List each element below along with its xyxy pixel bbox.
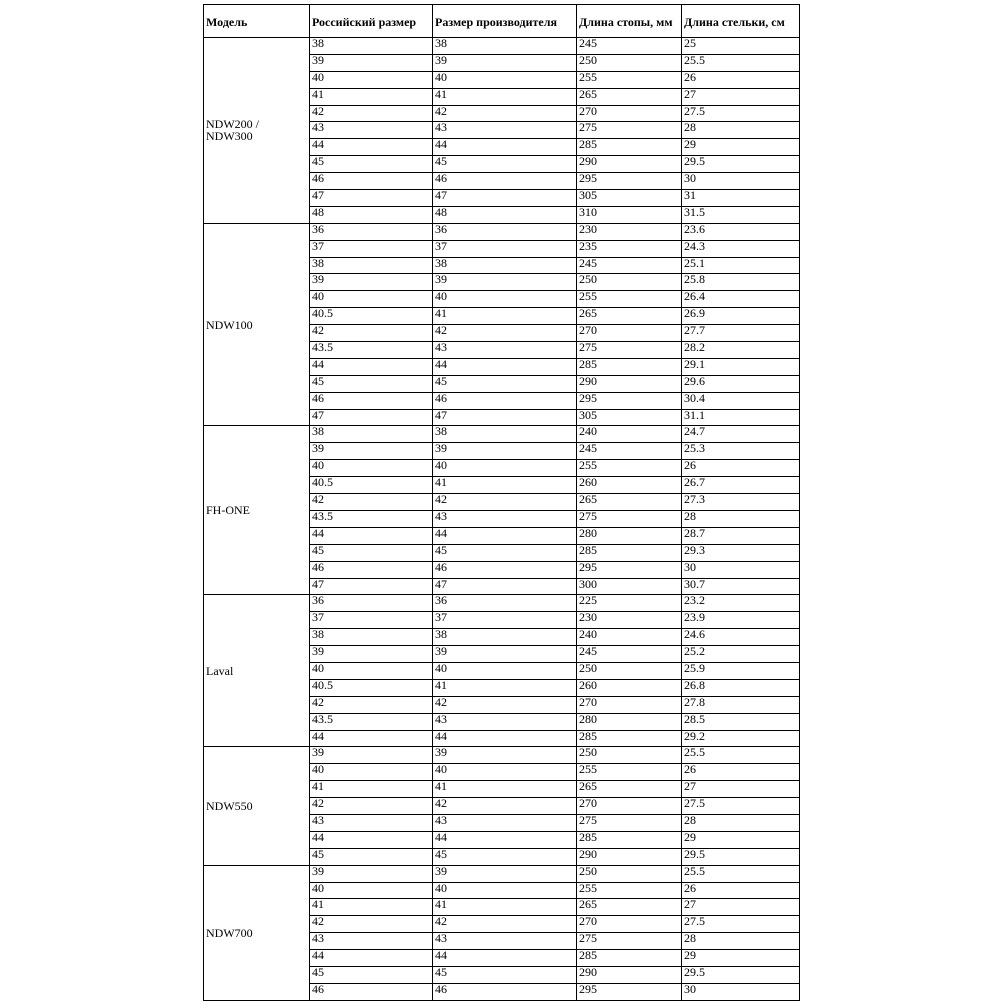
foot-length-cell: 275 (577, 933, 682, 950)
manufacturer-size-cell: 39 (433, 274, 577, 291)
insole-length-cell: 23.2 (682, 595, 800, 612)
foot-length-cell: 280 (577, 713, 682, 730)
foot-length-cell: 295 (577, 392, 682, 409)
insole-length-cell: 26.9 (682, 308, 800, 325)
foot-length-cell: 285 (577, 544, 682, 561)
table-row (204, 223, 800, 240)
russian-size-cell: 39 (310, 274, 433, 291)
insole-length-cell: 26.4 (682, 291, 800, 308)
insole-length-cell: 29.5 (682, 966, 800, 983)
manufacturer-size-cell: 42 (433, 798, 577, 815)
manufacturer-size-cell: 41 (433, 477, 577, 494)
manufacturer-size-cell: 42 (433, 105, 577, 122)
manufacturer-size-cell: 44 (433, 950, 577, 967)
russian-size-cell: 39 (310, 747, 433, 764)
foot-length-cell: 250 (577, 747, 682, 764)
table-body (204, 38, 800, 1001)
model-cell: NDW100 (204, 223, 310, 426)
insole-length-cell: 28.7 (682, 527, 800, 544)
manufacturer-size-cell: 41 (433, 679, 577, 696)
foot-length-cell: 270 (577, 325, 682, 342)
foot-length-cell: 240 (577, 426, 682, 443)
foot-length-cell: 250 (577, 865, 682, 882)
foot-length-cell: 255 (577, 764, 682, 781)
insole-length-cell: 27.5 (682, 105, 800, 122)
foot-length-cell: 250 (577, 274, 682, 291)
manufacturer-size-cell: 43 (433, 122, 577, 139)
foot-length-cell: 295 (577, 173, 682, 190)
foot-length-cell: 260 (577, 679, 682, 696)
russian-size-cell: 44 (310, 527, 433, 544)
foot-length-cell: 285 (577, 950, 682, 967)
russian-size-cell: 43 (310, 122, 433, 139)
manufacturer-size-cell: 39 (433, 54, 577, 71)
russian-size-cell: 46 (310, 561, 433, 578)
manufacturer-size-cell: 41 (433, 88, 577, 105)
russian-size-cell: 47 (310, 190, 433, 207)
manufacturer-size-cell: 38 (433, 629, 577, 646)
insole-length-cell: 27 (682, 88, 800, 105)
insole-length-cell: 29.5 (682, 156, 800, 173)
table-row (204, 38, 800, 55)
foot-length-cell: 245 (577, 257, 682, 274)
manufacturer-size-cell: 45 (433, 156, 577, 173)
manufacturer-size-cell: 38 (433, 426, 577, 443)
foot-length-cell: 285 (577, 358, 682, 375)
foot-length-cell: 265 (577, 88, 682, 105)
russian-size-cell: 41 (310, 781, 433, 798)
russian-size-cell: 38 (310, 38, 433, 55)
russian-size-cell: 42 (310, 916, 433, 933)
insole-length-cell: 24.3 (682, 240, 800, 257)
insole-length-cell: 28 (682, 933, 800, 950)
russian-size-cell: 43.5 (310, 342, 433, 359)
manufacturer-size-cell: 39 (433, 646, 577, 663)
foot-length-cell: 270 (577, 105, 682, 122)
insole-length-cell: 27.7 (682, 325, 800, 342)
header-insole-length: Длина стельки, см (682, 5, 800, 38)
insole-length-cell: 26 (682, 882, 800, 899)
header-foot-length: Длина стопы, мм (577, 5, 682, 38)
model-cell: NDW550 (204, 747, 310, 865)
manufacturer-size-cell: 42 (433, 696, 577, 713)
insole-length-cell: 24.6 (682, 629, 800, 646)
table-row (204, 595, 800, 612)
insole-length-cell: 31.1 (682, 409, 800, 426)
foot-length-cell: 235 (577, 240, 682, 257)
manufacturer-size-cell: 37 (433, 612, 577, 629)
russian-size-cell: 39 (310, 865, 433, 882)
insole-length-cell: 23.6 (682, 223, 800, 240)
foot-length-cell: 240 (577, 629, 682, 646)
russian-size-cell: 40 (310, 291, 433, 308)
manufacturer-size-cell: 44 (433, 358, 577, 375)
foot-length-cell: 265 (577, 308, 682, 325)
russian-size-cell: 40 (310, 882, 433, 899)
russian-size-cell: 36 (310, 595, 433, 612)
russian-size-cell: 42 (310, 325, 433, 342)
insole-length-cell: 25.9 (682, 662, 800, 679)
insole-length-cell: 26 (682, 764, 800, 781)
foot-length-cell: 265 (577, 781, 682, 798)
manufacturer-size-cell: 37 (433, 240, 577, 257)
manufacturer-size-cell: 45 (433, 848, 577, 865)
russian-size-cell: 41 (310, 88, 433, 105)
russian-size-cell: 40.5 (310, 679, 433, 696)
model-cell: Laval (204, 595, 310, 747)
manufacturer-size-cell: 48 (433, 206, 577, 223)
foot-length-cell: 230 (577, 223, 682, 240)
foot-length-cell: 285 (577, 139, 682, 156)
manufacturer-size-cell: 46 (433, 983, 577, 1000)
foot-length-cell: 295 (577, 561, 682, 578)
model-cell: FH-ONE (204, 426, 310, 595)
foot-length-cell: 225 (577, 595, 682, 612)
russian-size-cell: 40.5 (310, 477, 433, 494)
foot-length-cell: 305 (577, 190, 682, 207)
foot-length-cell: 290 (577, 966, 682, 983)
foot-length-cell: 245 (577, 646, 682, 663)
manufacturer-size-cell: 40 (433, 882, 577, 899)
insole-length-cell: 23.9 (682, 612, 800, 629)
russian-size-cell: 47 (310, 409, 433, 426)
insole-length-cell: 29.6 (682, 375, 800, 392)
foot-length-cell: 265 (577, 494, 682, 511)
manufacturer-size-cell: 41 (433, 781, 577, 798)
manufacturer-size-cell: 45 (433, 544, 577, 561)
insole-length-cell: 27 (682, 899, 800, 916)
insole-length-cell: 25.8 (682, 274, 800, 291)
foot-length-cell: 290 (577, 156, 682, 173)
russian-size-cell: 48 (310, 206, 433, 223)
manufacturer-size-cell: 38 (433, 257, 577, 274)
foot-length-cell: 285 (577, 730, 682, 747)
insole-length-cell: 29 (682, 139, 800, 156)
header-manufacturer-size: Размер производителя (433, 5, 577, 38)
foot-length-cell: 255 (577, 882, 682, 899)
russian-size-cell: 45 (310, 375, 433, 392)
header-row (204, 5, 800, 38)
insole-length-cell: 25.5 (682, 865, 800, 882)
insole-length-cell: 26 (682, 71, 800, 88)
russian-size-cell: 38 (310, 257, 433, 274)
manufacturer-size-cell: 36 (433, 595, 577, 612)
header-russian-size: Российский размер (310, 5, 433, 38)
insole-length-cell: 27.5 (682, 798, 800, 815)
insole-length-cell: 27.3 (682, 494, 800, 511)
insole-length-cell: 25.3 (682, 443, 800, 460)
russian-size-cell: 46 (310, 392, 433, 409)
insole-length-cell: 26.7 (682, 477, 800, 494)
table-row (204, 747, 800, 764)
russian-size-cell: 43.5 (310, 713, 433, 730)
insole-length-cell: 29.3 (682, 544, 800, 561)
manufacturer-size-cell: 45 (433, 375, 577, 392)
foot-length-cell: 270 (577, 798, 682, 815)
manufacturer-size-cell: 45 (433, 966, 577, 983)
insole-length-cell: 25 (682, 38, 800, 55)
manufacturer-size-cell: 40 (433, 662, 577, 679)
manufacturer-size-cell: 41 (433, 899, 577, 916)
manufacturer-size-cell: 40 (433, 460, 577, 477)
insole-length-cell: 29.1 (682, 358, 800, 375)
foot-length-cell: 285 (577, 831, 682, 848)
manufacturer-size-cell: 43 (433, 510, 577, 527)
russian-size-cell: 40 (310, 662, 433, 679)
foot-length-cell: 300 (577, 578, 682, 595)
manufacturer-size-cell: 46 (433, 561, 577, 578)
foot-length-cell: 295 (577, 983, 682, 1000)
insole-length-cell: 27.8 (682, 696, 800, 713)
foot-length-cell: 255 (577, 460, 682, 477)
insole-length-cell: 29.5 (682, 848, 800, 865)
foot-length-cell: 260 (577, 477, 682, 494)
manufacturer-size-cell: 40 (433, 291, 577, 308)
foot-length-cell: 275 (577, 122, 682, 139)
insole-length-cell: 28 (682, 814, 800, 831)
russian-size-cell: 44 (310, 831, 433, 848)
russian-size-cell: 40 (310, 71, 433, 88)
insole-length-cell: 28 (682, 510, 800, 527)
russian-size-cell: 40 (310, 460, 433, 477)
insole-length-cell: 29.2 (682, 730, 800, 747)
insole-length-cell: 30.4 (682, 392, 800, 409)
foot-length-cell: 275 (577, 510, 682, 527)
foot-length-cell: 245 (577, 38, 682, 55)
russian-size-cell: 43.5 (310, 510, 433, 527)
russian-size-cell: 43 (310, 933, 433, 950)
russian-size-cell: 42 (310, 696, 433, 713)
manufacturer-size-cell: 41 (433, 308, 577, 325)
foot-length-cell: 250 (577, 54, 682, 71)
russian-size-cell: 45 (310, 848, 433, 865)
foot-length-cell: 290 (577, 375, 682, 392)
insole-length-cell: 25.5 (682, 54, 800, 71)
insole-length-cell: 28.2 (682, 342, 800, 359)
russian-size-cell: 40.5 (310, 308, 433, 325)
header-model: Модель (204, 5, 310, 38)
foot-length-cell: 275 (577, 814, 682, 831)
insole-length-cell: 30 (682, 983, 800, 1000)
manufacturer-size-cell: 47 (433, 578, 577, 595)
manufacturer-size-cell: 44 (433, 139, 577, 156)
table-row (204, 865, 800, 882)
manufacturer-size-cell: 42 (433, 325, 577, 342)
foot-length-cell: 250 (577, 662, 682, 679)
russian-size-cell: 44 (310, 950, 433, 967)
insole-length-cell: 31.5 (682, 206, 800, 223)
russian-size-cell: 46 (310, 983, 433, 1000)
russian-size-cell: 43 (310, 814, 433, 831)
manufacturer-size-cell: 42 (433, 916, 577, 933)
manufacturer-size-cell: 38 (433, 38, 577, 55)
foot-length-cell: 305 (577, 409, 682, 426)
foot-length-cell: 265 (577, 899, 682, 916)
insole-length-cell: 25.5 (682, 747, 800, 764)
foot-length-cell: 310 (577, 206, 682, 223)
manufacturer-size-cell: 46 (433, 392, 577, 409)
russian-size-cell: 45 (310, 156, 433, 173)
russian-size-cell: 39 (310, 443, 433, 460)
manufacturer-size-cell: 42 (433, 494, 577, 511)
insole-length-cell: 30 (682, 173, 800, 190)
model-cell: NDW700 (204, 865, 310, 1000)
manufacturer-size-cell: 47 (433, 190, 577, 207)
manufacturer-size-cell: 39 (433, 865, 577, 882)
russian-size-cell: 42 (310, 798, 433, 815)
russian-size-cell: 46 (310, 173, 433, 190)
russian-size-cell: 44 (310, 139, 433, 156)
model-cell: NDW200 / NDW300 (204, 38, 310, 224)
russian-size-cell: 39 (310, 54, 433, 71)
manufacturer-size-cell: 46 (433, 173, 577, 190)
russian-size-cell: 45 (310, 544, 433, 561)
insole-length-cell: 27.5 (682, 916, 800, 933)
foot-length-cell: 255 (577, 71, 682, 88)
insole-length-cell: 30.7 (682, 578, 800, 595)
manufacturer-size-cell: 39 (433, 443, 577, 460)
foot-length-cell: 245 (577, 443, 682, 460)
manufacturer-size-cell: 43 (433, 933, 577, 950)
russian-size-cell: 36 (310, 223, 433, 240)
russian-size-cell: 42 (310, 494, 433, 511)
insole-length-cell: 30 (682, 561, 800, 578)
insole-length-cell: 28.5 (682, 713, 800, 730)
insole-length-cell: 28 (682, 122, 800, 139)
manufacturer-size-cell: 44 (433, 527, 577, 544)
insole-length-cell: 25.1 (682, 257, 800, 274)
russian-size-cell: 39 (310, 646, 433, 663)
russian-size-cell: 37 (310, 240, 433, 257)
foot-length-cell: 280 (577, 527, 682, 544)
size-chart-table (203, 4, 800, 1001)
insole-length-cell: 29 (682, 831, 800, 848)
russian-size-cell: 41 (310, 899, 433, 916)
russian-size-cell: 38 (310, 629, 433, 646)
russian-size-cell: 42 (310, 105, 433, 122)
manufacturer-size-cell: 39 (433, 747, 577, 764)
russian-size-cell: 45 (310, 966, 433, 983)
foot-length-cell: 290 (577, 848, 682, 865)
russian-size-cell: 38 (310, 426, 433, 443)
manufacturer-size-cell: 47 (433, 409, 577, 426)
manufacturer-size-cell: 40 (433, 71, 577, 88)
manufacturer-size-cell: 44 (433, 831, 577, 848)
foot-length-cell: 230 (577, 612, 682, 629)
manufacturer-size-cell: 36 (433, 223, 577, 240)
manufacturer-size-cell: 43 (433, 814, 577, 831)
foot-length-cell: 270 (577, 696, 682, 713)
manufacturer-size-cell: 43 (433, 342, 577, 359)
russian-size-cell: 44 (310, 358, 433, 375)
insole-length-cell: 24.7 (682, 426, 800, 443)
insole-length-cell: 27 (682, 781, 800, 798)
insole-length-cell: 26.8 (682, 679, 800, 696)
insole-length-cell: 29 (682, 950, 800, 967)
manufacturer-size-cell: 44 (433, 730, 577, 747)
table-row (204, 426, 800, 443)
table-header (204, 5, 800, 38)
russian-size-cell: 37 (310, 612, 433, 629)
foot-length-cell: 270 (577, 916, 682, 933)
russian-size-cell: 44 (310, 730, 433, 747)
insole-length-cell: 26 (682, 460, 800, 477)
foot-length-cell: 275 (577, 342, 682, 359)
manufacturer-size-cell: 40 (433, 764, 577, 781)
insole-length-cell: 25.2 (682, 646, 800, 663)
russian-size-cell: 40 (310, 764, 433, 781)
russian-size-cell: 47 (310, 578, 433, 595)
manufacturer-size-cell: 43 (433, 713, 577, 730)
foot-length-cell: 255 (577, 291, 682, 308)
insole-length-cell: 31 (682, 190, 800, 207)
